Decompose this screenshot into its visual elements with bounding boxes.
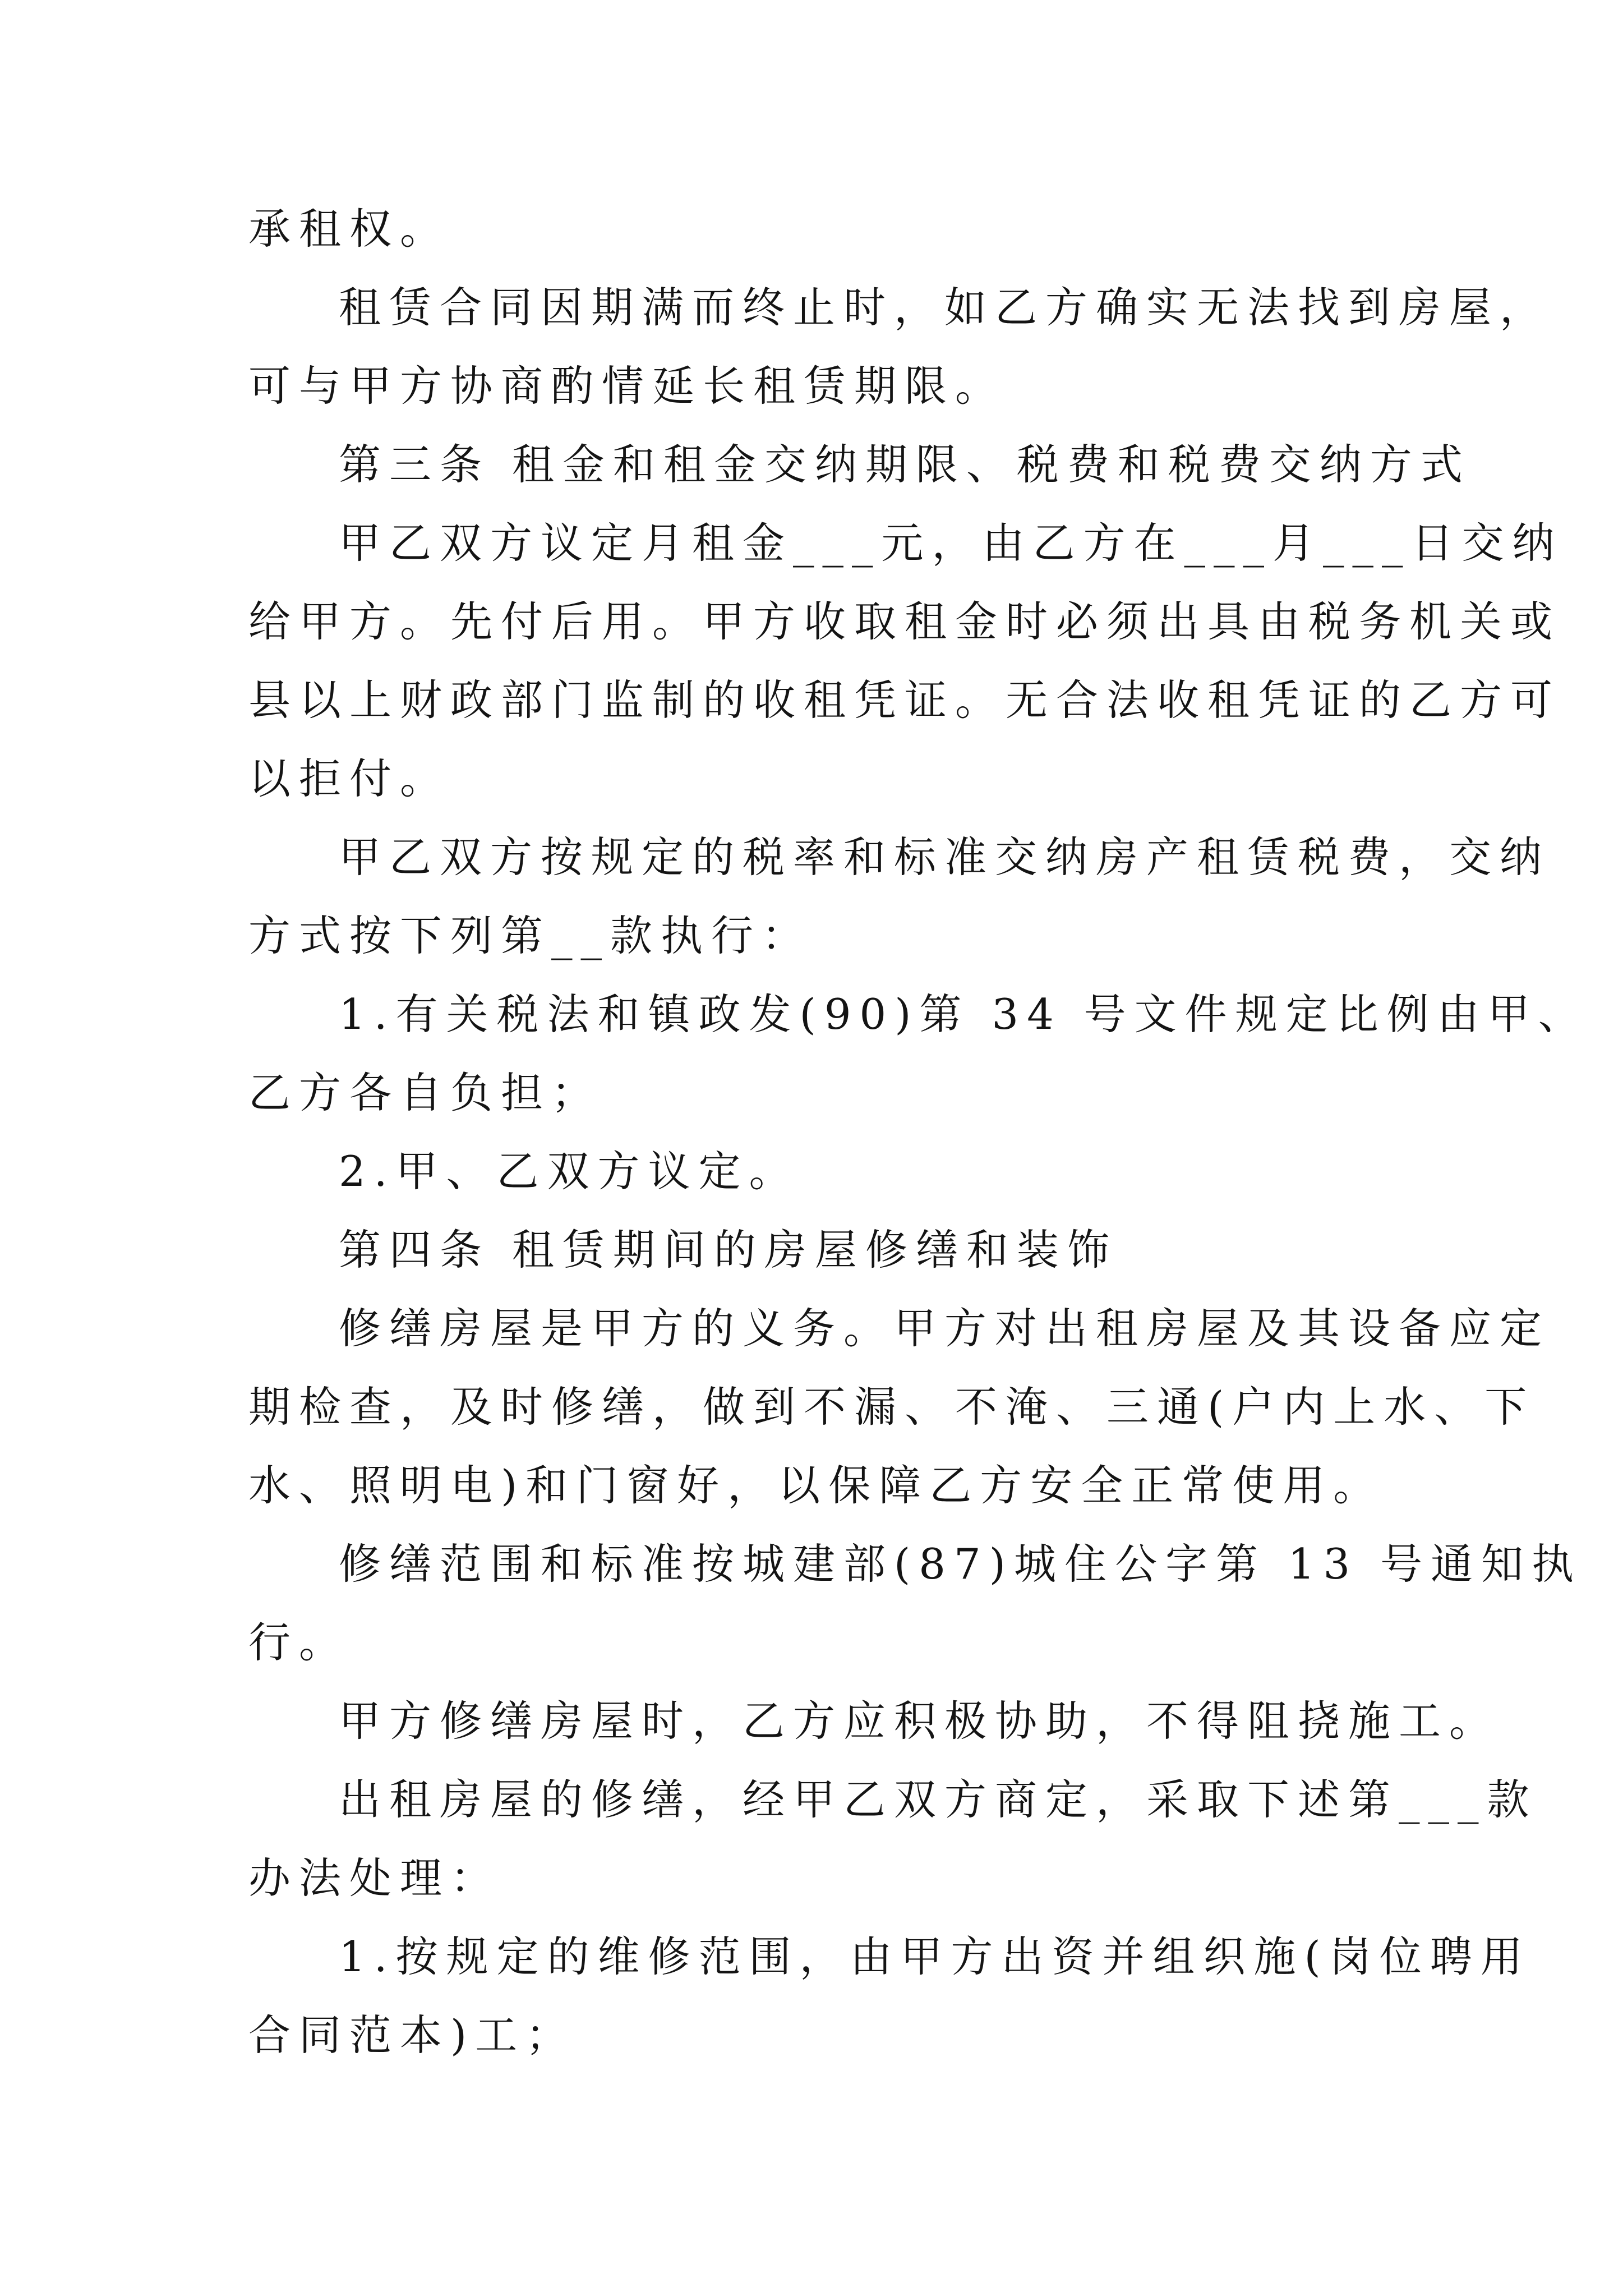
text-line: 甲乙双方议定月租金___元，由乙方在___月___日交纳 xyxy=(339,518,1563,568)
text-line: 可与甲方协商酌情延长租赁期限。 xyxy=(248,361,1006,411)
text-line: 办法处理： xyxy=(248,1853,501,1903)
text-line: 乙方各自负担； xyxy=(248,1068,602,1117)
text-line: 县以上财政部门监制的收租凭证。无合法收租凭证的乙方可 xyxy=(248,675,1561,725)
text-line: 合同范本)工； xyxy=(248,2010,577,2060)
section-heading: 第四条 租赁期间的房屋修缮和装饰 xyxy=(339,1225,1118,1274)
text-line: 以拒付。 xyxy=(248,754,451,803)
text-line: 方式按下列第__款执行： xyxy=(248,911,813,960)
text-line: 承租权。 xyxy=(248,204,451,254)
text-line: 期检查，及时修缮，做到不漏、不淹、三通(户内上水、下 xyxy=(248,1382,1536,1432)
list-item: 2.甲、乙双方议定。 xyxy=(339,1147,800,1196)
text-line: 修缮房屋是甲方的义务。甲方对出租房屋及其设备应定 xyxy=(339,1304,1551,1353)
text-line: 给甲方。先付后用。甲方收取租金时必须出具由税务机关或 xyxy=(248,597,1561,646)
list-item: 1.按规定的维修范围，由甲方出资并组织施(岗位聘用 xyxy=(339,1932,1531,1981)
text-line: 租赁合同因期满而终止时，如乙方确实无法找到房屋， xyxy=(339,283,1551,332)
text-line: 甲方修缮房屋时，乙方应积极协助，不得阻挠施工。 xyxy=(339,1696,1500,1746)
text-line: 出租房屋的修缮，经甲乙双方商定，采取下述第___款 xyxy=(339,1775,1538,1824)
text-line: 行。 xyxy=(248,1618,350,1667)
text-line: 甲乙双方按规定的税率和标准交纳房产租赁税费，交纳 xyxy=(339,832,1551,882)
text-line: 修缮范围和标准按城建部(87)城住公字第 13 号通知执 xyxy=(339,1539,1583,1589)
list-item: 1.有关税法和镇政发(90)第 34 号文件规定比例由甲、 xyxy=(339,990,1589,1039)
text-line: 水、照明电)和门窗好，以保障乙方安全正常使用。 xyxy=(248,1461,1384,1510)
section-heading: 第三条 租金和租金交纳期限、税费和税费交纳方式 xyxy=(339,440,1471,489)
